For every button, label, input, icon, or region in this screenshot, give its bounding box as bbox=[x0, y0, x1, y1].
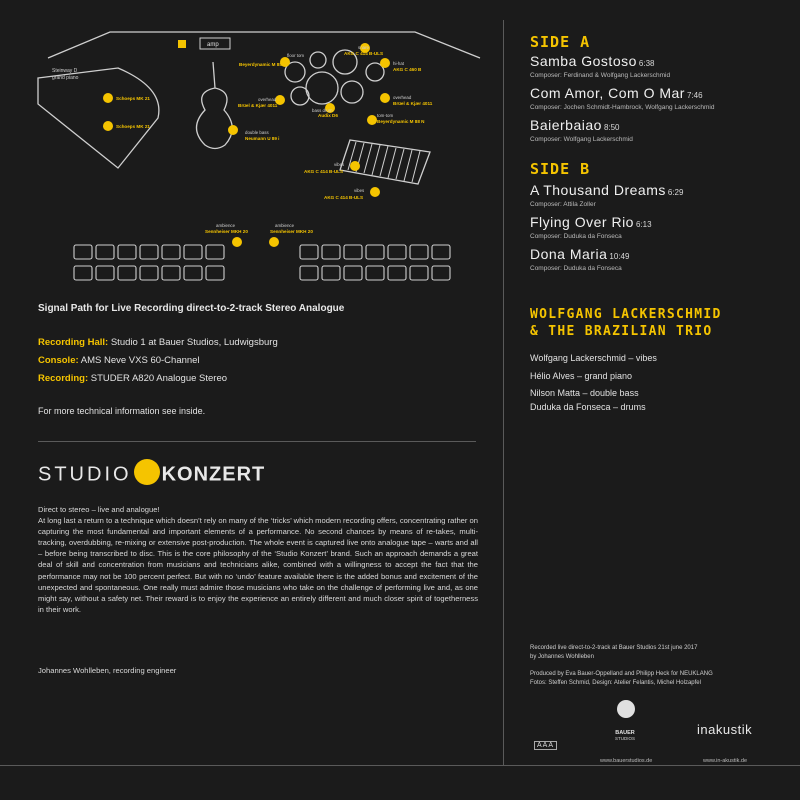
seat bbox=[74, 266, 92, 280]
mic-role: vibes bbox=[354, 188, 365, 193]
seat bbox=[118, 266, 136, 280]
mic-label: Neumann U 89 i bbox=[245, 136, 280, 141]
side-b-heading: SIDE B bbox=[530, 160, 591, 178]
bauer-url: www.bauerstudios.de bbox=[600, 758, 653, 764]
band-name: WOLFGANG LACKERSCHMID & THE BRAZILIAN TRIO bbox=[530, 307, 722, 339]
seat bbox=[344, 245, 362, 259]
amp-label: amp bbox=[207, 42, 219, 48]
musician: Duduka da Fonseca – drums bbox=[530, 402, 646, 412]
seat bbox=[162, 266, 180, 280]
bauer-studios-logo bbox=[610, 700, 642, 724]
recording-credit: Recorded live direct-to-2-track at Bauer Studios 21st june 2017 by Johannes Wohlleben bbox=[530, 645, 698, 660]
recording-machine: Recording: STUDER A820 Analogue Stereo bbox=[38, 373, 228, 384]
mic-label: AKG C 414 B-ULS bbox=[324, 195, 364, 200]
mic-label: Beyerdynamic M 88 N bbox=[377, 119, 425, 124]
musician: Hélio Alves – grand piano bbox=[530, 371, 633, 381]
mic-role: vibes bbox=[334, 162, 345, 167]
piano-label: Steinway D bbox=[52, 68, 78, 74]
seat bbox=[432, 245, 450, 259]
seat bbox=[366, 245, 384, 259]
track-item: Flying Over Rio 6:13 Composer: Duduka da Fonseca bbox=[530, 214, 652, 240]
track-item: Samba Gostoso 6:38 Composer: Ferdinand & Wolfgang Lackerschmid bbox=[530, 53, 671, 79]
seat bbox=[118, 245, 136, 259]
mic-label: AKG C 460 B bbox=[393, 67, 422, 72]
seat bbox=[344, 266, 362, 280]
seat bbox=[162, 245, 180, 259]
musician: Nilson Matta – double bass bbox=[530, 388, 639, 398]
mic-label: AKG C 414 B-ULS bbox=[304, 169, 344, 174]
liner-notes bbox=[38, 504, 478, 615]
mic-role: hi-hat bbox=[393, 61, 404, 66]
track-item: A Thousand Dreams 6:29 Composer: Attila Zoller bbox=[530, 182, 684, 208]
seat bbox=[74, 245, 92, 259]
bauer-sub: STUDIOS bbox=[614, 736, 635, 741]
seat bbox=[140, 266, 158, 280]
mic-label: Beyerdynamic M 88 bbox=[239, 62, 282, 67]
seat bbox=[410, 245, 428, 259]
bauer-name: BAUER bbox=[615, 730, 635, 736]
signal-path-title: Signal Path for Live Recording direct-to-2-track Stereo Analogue bbox=[38, 303, 345, 314]
mic-role: double bass bbox=[245, 130, 269, 135]
mic-role: tom-tom bbox=[377, 113, 394, 118]
mic-role: ambience bbox=[216, 223, 236, 228]
seat bbox=[206, 245, 224, 259]
seat bbox=[300, 245, 318, 259]
musician: Wolfgang Lackerschmid – vibes bbox=[530, 353, 657, 363]
seat bbox=[322, 245, 340, 259]
disc-logo-icon bbox=[134, 459, 160, 485]
recording-hall: Recording Hall: Studio 1 at Bauer Studios, Ludwigsburg bbox=[38, 337, 278, 348]
seat bbox=[410, 266, 428, 280]
seat bbox=[96, 245, 114, 259]
liner-notes-intro: Direct to stereo – live and analogue! bbox=[38, 505, 160, 514]
seat bbox=[300, 266, 318, 280]
seat bbox=[388, 245, 406, 259]
seat bbox=[184, 266, 202, 280]
mic-label: Schoeps MK 21 bbox=[116, 96, 150, 101]
microphone-setup-diagram bbox=[0, 0, 500, 290]
aaa-badge: AAA bbox=[534, 741, 557, 750]
audience-seats bbox=[74, 245, 450, 280]
inakustik-url: www.in-akustik.de bbox=[703, 758, 748, 764]
seat bbox=[388, 266, 406, 280]
mic-role: overhead bbox=[393, 95, 412, 100]
seat bbox=[322, 266, 340, 280]
mic-label: AKG C 414 B-ULS bbox=[344, 51, 384, 56]
seat bbox=[96, 266, 114, 280]
track-item: Com Amor, Com O Mar 7:46 Composer: Jochen Schmidt-Hambrock, Wolfgang Lackerschmid bbox=[530, 85, 715, 111]
liner-notes-body: At long last a return to a technique which doesn’t rely on many of the ‘tricks’ which modern recording offers, concentrating rather on capturing the most fundamental and important elements of a performance. No second chances by means of re-takes, multi-tracking, overdubbing, re-mixing or extensive post-production. The whole event is captured live onto analogue tape – warts and all – before being transcribed to disc. This is the core philosophy of the ‘Studio Konzert’ brand. Such an approach demands a great deal of skill and concentration from musicians and technicians alike, combined with a willingness to accept the fact that the performance may not be 100 percent perfect. But with no ‘undo’ feature available there is the added bonus and excitement of the unexpected and spontaneous. One really must admire those musicians who take on the challenge of performing live and, as one might say, without a safety net. Their reward is to enjoy the experience an entirely different and much closer spirit of togetherness in their work. bbox=[38, 516, 478, 614]
more-info-note: For more technical information see inside. bbox=[38, 406, 206, 416]
mic-label: Brüel & Kjær 4011 bbox=[393, 101, 433, 106]
seat bbox=[140, 245, 158, 259]
track-item: Dona Maria 10:49 Composer: Duduka da Fonseca bbox=[530, 246, 630, 272]
mic-label: Sennheiser MKH 20 bbox=[205, 229, 248, 234]
studio-konzert-logo: STUDIO KONZERT bbox=[38, 462, 265, 488]
mic-label: Sennheiser MKH 20 bbox=[270, 229, 313, 234]
side-a-heading: SIDE A bbox=[530, 33, 591, 51]
mic-role: overhead bbox=[258, 97, 277, 102]
inakustik-logo: inakustik bbox=[697, 722, 753, 737]
track-item: Baierbaiao 8:50 Composer: Wolfgang Lackerschmid bbox=[530, 117, 633, 143]
mic-role: floor tom bbox=[287, 53, 305, 58]
mic-role: ambience bbox=[275, 223, 295, 228]
mic-role: snare bbox=[358, 45, 369, 50]
mic-role: bass drum bbox=[312, 108, 333, 113]
production-credit: Produced by Eva Bauer-Oppelland and Philipp Heck for NEUKLANG Fotos: Steffen Schmid, Design: Atelier Felantis, Michel Holzapfel bbox=[530, 671, 713, 686]
seat bbox=[206, 266, 224, 280]
mic-label: Schoeps MK 21 bbox=[116, 124, 150, 129]
seat bbox=[432, 266, 450, 280]
seat bbox=[366, 266, 384, 280]
seat bbox=[184, 245, 202, 259]
svg-text:grand piano: grand piano bbox=[52, 75, 79, 81]
console: Console: AMS Neve VXS 60-Channel bbox=[38, 355, 200, 366]
mic-label: Audix D6 bbox=[318, 113, 338, 118]
liner-notes-signature: Johannes Wohlleben, recording engineer bbox=[38, 666, 177, 675]
mic-label: Brüel & Kjær 4011 bbox=[238, 103, 278, 108]
